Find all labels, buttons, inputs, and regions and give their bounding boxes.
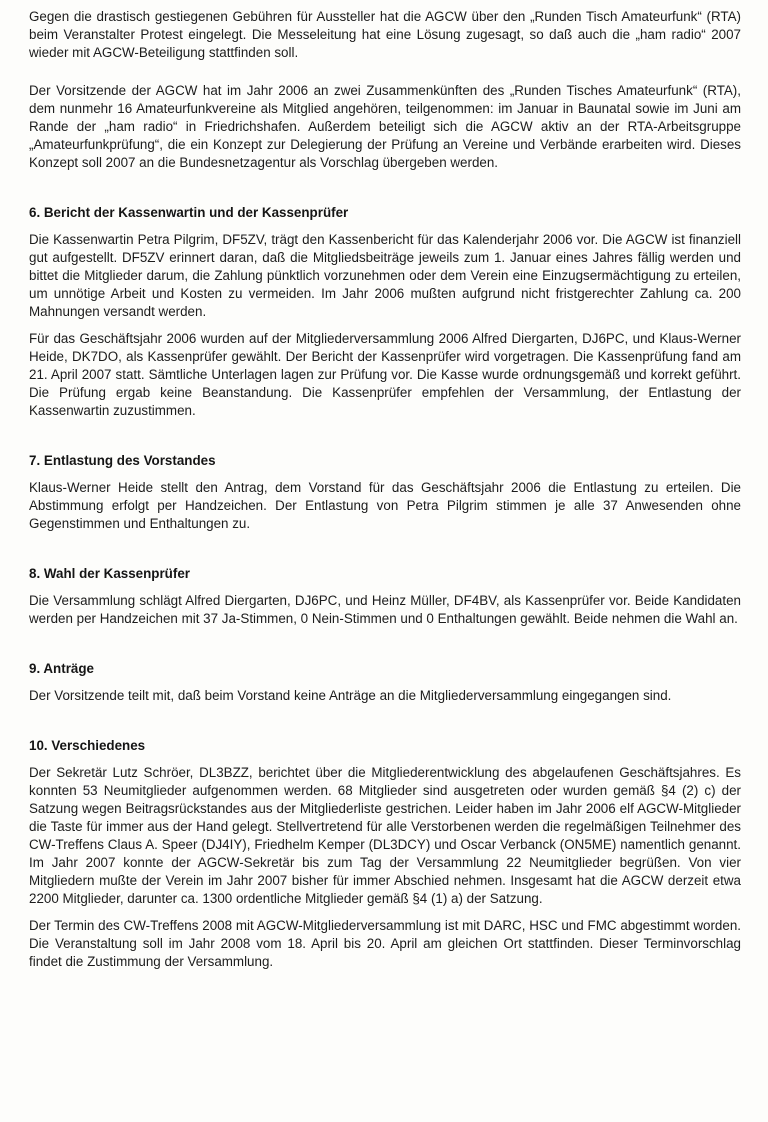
section-heading: 7. Entlastung des Vorstandes	[29, 453, 216, 468]
section-paragraph: Die Versammlung schlägt Alfred Diergarten, DJ6PC, und Heinz Müller, DF4BV, als Kassenprüfer vor. Beide Kandidaten werden per Handzeichen mit 37 Ja-Stimmen, 0 Nein-Stimmen und 0 Enthaltungen gewählt. Beide nehmen die Wahl an.	[29, 593, 741, 626]
section-paragraph: Klaus-Werner Heide stellt den Antrag, dem Vorstand für das Geschäftsjahr 2006 die Entlastung zu erteilen. Die Abstimmung erfolgt per Handzeichen. Der Entlastung von Petra Pilgrim stimmen je alle 37 Anwesenden ohne Gegenstimmen und Enthaltungen zu.	[29, 480, 741, 531]
section-heading: 6. Bericht der Kassenwartin und der Kassenprüfer	[29, 205, 349, 220]
intro-paragraph: Der Vorsitzende der AGCW hat im Jahr 2006 an zwei Zusammenkünften des „Runden Tisches Amateurfunk“ (RTA), dem nunmehr 16 Amateurfunkvereine als Mitglied angehören, teilgenommen: im Januar in Baunatal sowie im Juni am Rande der „ham radio“ in Friedrichshafen. Außerdem beteiligt sich die AGCW aktiv an der RTA-Arbeitsgruppe „Amateurfunkprüfung“, die ein Konzept zur Delegierung der Prüfung an Vereine und Verbände erarbeiten wird. Dieses Konzept soll 2007 an die Bundesnetzagentur als Vorschlag übergeben werden.	[29, 83, 741, 170]
section-paragraph: Der Vorsitzende teilt mit, daß beim Vorstand keine Anträge an die Mitgliederversammlung eingegangen sind.	[29, 688, 672, 703]
document-page	[29, 8, 741, 971]
section-heading: 10. Verschiedenes	[29, 738, 146, 753]
section-paragraph: Der Sekretär Lutz Schröer, DL3BZZ, berichtet über die Mitgliederentwicklung des abgelaufenen Geschäftsjahres. Es konnten 53 Neumitglieder aufgenommen werden. 68 Mitglieder sind ausgetreten oder wurden gemäß §4 (2) c) der Satzung wegen Beitragsrückstandes aus der Mitgliederliste gestrichen. Leider haben im Jahr 2006 elf AGCW-Mitglieder die Taste für immer aus der Hand gelegt. Stellvertretend für alle Verstorbenen werden die regelmäßigen Teilnehmer des CW-Treffens Claus A. Speer (DJ4IY), Friedhelm Kemper (DL3DCY) und Oscar Verbanck (ON5ME) namentlich genannt. Im Jahr 2007 konnte der AGCW-Sekretär bis zum Tag der Versammlung 22 Neumitglieder begrüßen. Von vier Mitgliedern mußte der Verein im Jahr 2007 bisher für immer Abschied nehmen. Insgesamt hat die AGCW derzeit etwa 2200 Mitglieder, darunter ca. 1300 ordentliche Mitglieder gemäß §4 (1) a) der Satzung.	[29, 765, 741, 906]
section-paragraph: Für das Geschäftsjahr 2006 wurden auf der Mitgliederversammlung 2006 Alfred Diergarten, DJ6PC, und Klaus-Werner Heide, DK7DO, als Kassenprüfer gewählt. Der Bericht der Kassenprüfer wird vorgetragen. Die Kassenprüfung fand am 21. April 2007 statt. Sämtliche Unterlagen lagen zur Prüfung vor. Die Kasse wurde ordnungsgemäß und korrekt geführt. Die Prüfung ergab keine Beanstandung. Die Kassenprüfer empfehlen der Versammlung, der Entlastung der Kassenwartin zuzustimmen.	[29, 331, 741, 418]
section-paragraph: Der Termin des CW-Treffens 2008 mit AGCW-Mitgliederversammlung ist mit DARC, HSC und FMC abgestimmt worden. Die Veranstaltung soll im Jahr 2008 vom 18. April bis 20. April am gleichen Ort stattfinden. Dieser Terminvorschlag findet die Zustimmung der Versammlung.	[29, 918, 741, 969]
section-paragraph: Die Kassenwartin Petra Pilgrim, DF5ZV, trägt den Kassenbericht für das Kalenderjahr 2006 vor. Die AGCW ist finanziell gut aufgestellt. DF5ZV erinnert daran, daß die Mitgliedsbeiträge jeweils zum 1. Januar eines Jahres fällig werden und bittet die Mitglieder darum, die Zahlung pünktlich vorzunehmen oder dem Verein eine Einzugsermächtigung zu erteilen, um unnötige Arbeit und Kosten zu vermeiden. Im Jahr 2006 mußten aufgrund nicht fristgerechter Zahlung ca. 200 Mahnungen versandt werden.	[29, 232, 741, 319]
section-heading: 9. Anträge	[29, 661, 94, 676]
intro-paragraph: Gegen die drastisch gestiegenen Gebühren für Aussteller hat die AGCW über den „Runden Tisch Amateurfunk“ (RTA) beim Veranstalter Protest eingelegt. Die Messeleitung hat eine Lösung zugesagt, so daß auch die „ham radio“ 2007 wieder mit AGCW-Beteiligung stattfinden soll.	[29, 9, 741, 60]
section-heading: 8. Wahl der Kassenprüfer	[29, 566, 190, 581]
